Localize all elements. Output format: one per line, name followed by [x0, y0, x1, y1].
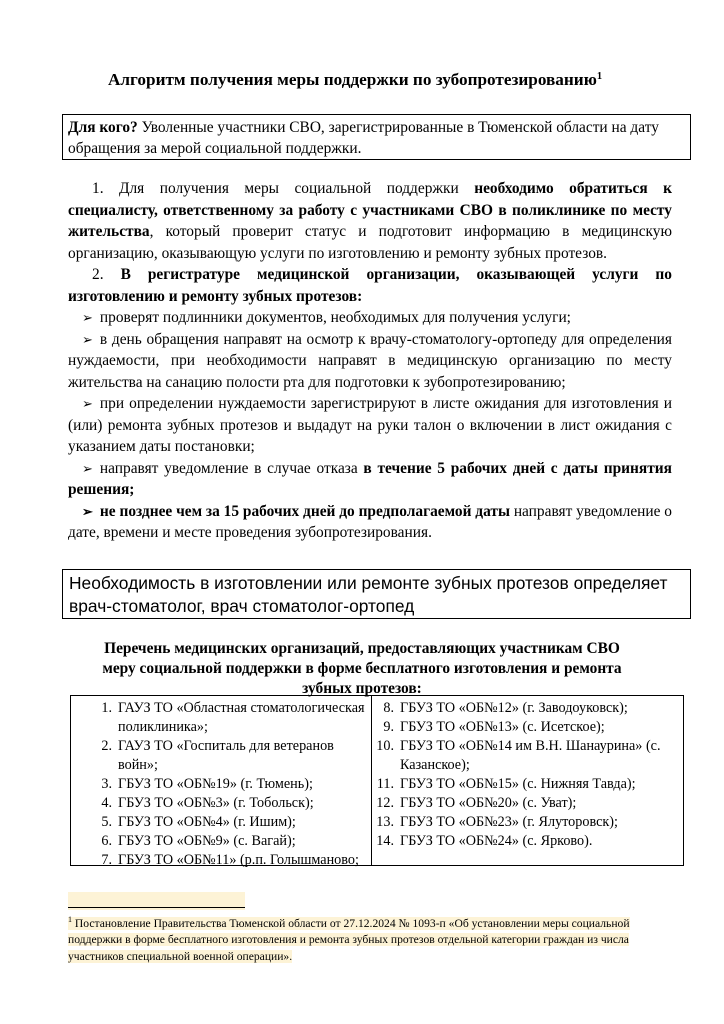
- step-1-number: 1.: [92, 180, 119, 197]
- organization-number: 5.: [101, 814, 112, 830]
- organization-number: 7.: [101, 852, 112, 868]
- note-box: [62, 569, 691, 619]
- organizations-column-left: [71, 696, 372, 868]
- organization-name: ГБУЗ ТО «ОБ№24» (с. Ярково).: [400, 833, 593, 849]
- organization-name: ГБУЗ ТО «ОБ№14 им В.Н. Шанаурина» (с. Казанское);: [400, 738, 661, 773]
- bullet-emphasis: не позднее чем за 15 рабочих дней до предполагаемой даты: [99, 502, 510, 520]
- organization-number: 11.: [376, 776, 394, 792]
- organization-name: ГБУЗ ТО «ОБ№3» (г. Тобольск);: [118, 795, 314, 811]
- organizations-list-title: Перечень медицинских организаций, предоставляющих участникам СВО меру социальной поддержки в форме бесплатного изготовления и ремонта зубных протезов:: [102, 640, 622, 697]
- organization-number: 2.: [101, 738, 112, 754]
- step-1-emphasis: необходимо обратиться к специалисту, ответственному за работу с участниками СВО в поликлинике по месту жительства: [68, 180, 673, 240]
- page-title: [108, 70, 678, 90]
- organization-name: ГБУЗ ТО «ОБ№19» (г. Тюмень);: [118, 776, 313, 792]
- footnote-mark: 1: [68, 915, 72, 924]
- bullet-text: проверят подлинники документов, необходимых для получения услуги;: [99, 309, 571, 326]
- organization-name: ГБУЗ ТО «ОБ№13» (с. Исетское);: [400, 719, 605, 735]
- organization-item: [372, 737, 683, 775]
- organization-number: 9.: [383, 719, 394, 735]
- arrow-bullet-icon: ➢: [82, 460, 93, 476]
- arrow-bullet-icon: ➢: [82, 310, 93, 325]
- organization-name: ГБУЗ ТО «ОБ№15» (с. Нижняя Тавда);: [400, 776, 636, 792]
- organization-name: ГБУЗ ТО «ОБ№11» (р.п. Голышманово;: [118, 852, 359, 868]
- organization-name: ГБУЗ ТО «ОБ№12» (г. Заводоуковск);: [400, 700, 628, 716]
- procedure-steps: [68, 178, 672, 544]
- bullet-item: [68, 393, 672, 458]
- organization-name: ГАУЗ ТО «Госпиталь для ветеранов войн»;: [118, 738, 334, 773]
- arrow-bullet-icon: ➢: [82, 503, 93, 519]
- target-audience-text: Уволенные участники СВО, зарегистрированные в Тюменской области на дату обращения за мерой социальной поддержки.: [68, 119, 659, 157]
- bullet-item: [68, 329, 672, 394]
- step-1: [68, 178, 672, 264]
- organization-item: [71, 775, 371, 794]
- footnote: [68, 912, 668, 965]
- note-text: Необходимость в изготовлении или ремонте зубных протезов определяет врач-стоматолог, врач стоматолог-ортопед: [69, 573, 668, 616]
- organization-number: 3.: [101, 776, 112, 792]
- organization-item: [372, 699, 683, 718]
- organization-number: 12.: [376, 795, 394, 811]
- step-2-number: 2.: [92, 266, 121, 283]
- bullet-text: направят уведомление в случае отказа: [99, 459, 364, 477]
- organization-number: 1.: [101, 700, 112, 716]
- organization-item: [372, 813, 683, 832]
- bullet-item: [68, 458, 672, 501]
- arrow-bullet-icon: ➢: [82, 331, 93, 347]
- organization-number: 10.: [376, 738, 394, 754]
- organization-item: [71, 699, 371, 737]
- organization-item: [71, 851, 371, 870]
- bullet-item: [68, 307, 672, 329]
- title-text: Алгоритм получения меры поддержки по зубопротезированию: [108, 70, 597, 89]
- organization-item: [372, 718, 683, 737]
- step-1-text-continued: , который проверит статус и подготовит информацию в медицинскую организацию, оказывающую услуги по изготовлению и ремонту зубных протезов.: [68, 223, 672, 262]
- organization-number: 6.: [101, 833, 112, 849]
- organization-item: [372, 832, 683, 851]
- organization-name: ГБУЗ ТО «ОБ№9» (с. Вагай);: [118, 833, 296, 849]
- organization-name: ГБУЗ ТО «ОБ№23» (г. Ялуторовск);: [400, 814, 618, 830]
- bullet-text: в день обращения направят на осмотр к врачу-стоматологу-ортопеду для определения нуждаемости, при необходимости направят в медицинскую организацию по месту жительства на санацию полости рта для подготовки к зубопротезированию;: [68, 330, 672, 391]
- organization-item: [71, 737, 371, 775]
- step-2: [68, 264, 672, 307]
- organization-name: ГАУЗ ТО «Областная стоматологическая поликлиника»;: [118, 700, 365, 735]
- organization-item: [372, 794, 683, 813]
- step-1-text: Для получения меры социальной поддержки: [119, 180, 475, 197]
- organization-number: 4.: [101, 795, 112, 811]
- organization-item: [71, 832, 371, 851]
- step-2-emphasis: В регистратуре медицинской организации, оказывающей услуги по изготовлению и ремонту зубных протезов:: [68, 266, 672, 305]
- organizations-table: [70, 695, 684, 866]
- footnote-reference[interactable]: 1: [596, 71, 603, 82]
- bullet-text: направят уведомление о дате, времени и месте проведения зубопротезирования.: [68, 502, 672, 541]
- organization-name: ГБУЗ ТО «ОБ№20» (с. Уват);: [400, 795, 577, 811]
- organization-item: [372, 775, 683, 794]
- footnote-text: Постановление Правительства Тюменской области от 27.12.2024 № 1093-п «Об установлении меры социальной поддержки в форме бесплатного изготовления и ремонта зубных протезов отдельной категории граждан из числа участников специальной военной операции».: [68, 916, 630, 963]
- target-audience-box: [62, 114, 691, 160]
- organization-number: 8.: [383, 700, 394, 716]
- organization-number: 13.: [376, 814, 394, 830]
- organizations-column-right: [372, 696, 683, 865]
- organization-item: [71, 794, 371, 813]
- bullet-item: [68, 501, 672, 544]
- arrow-bullet-icon: ➢: [82, 396, 93, 411]
- organization-name: ГБУЗ ТО «ОБ№4» (г. Ишим);: [118, 814, 296, 830]
- bullet-emphasis: в течение 5 рабочих дней с даты принятия решения;: [68, 459, 672, 498]
- target-audience-label: Для кого?: [68, 119, 138, 136]
- bullet-text: при определении нуждаемости зарегистрируют в листе ожидания для изготовления и (или) ремонта зубных протезов и выдадут на руки талон о включении в лист ожидания с указанием даты постановки;: [68, 395, 672, 455]
- organization-number: 14.: [376, 833, 394, 849]
- organization-item: [71, 813, 371, 832]
- footnote-separator: [68, 892, 245, 910]
